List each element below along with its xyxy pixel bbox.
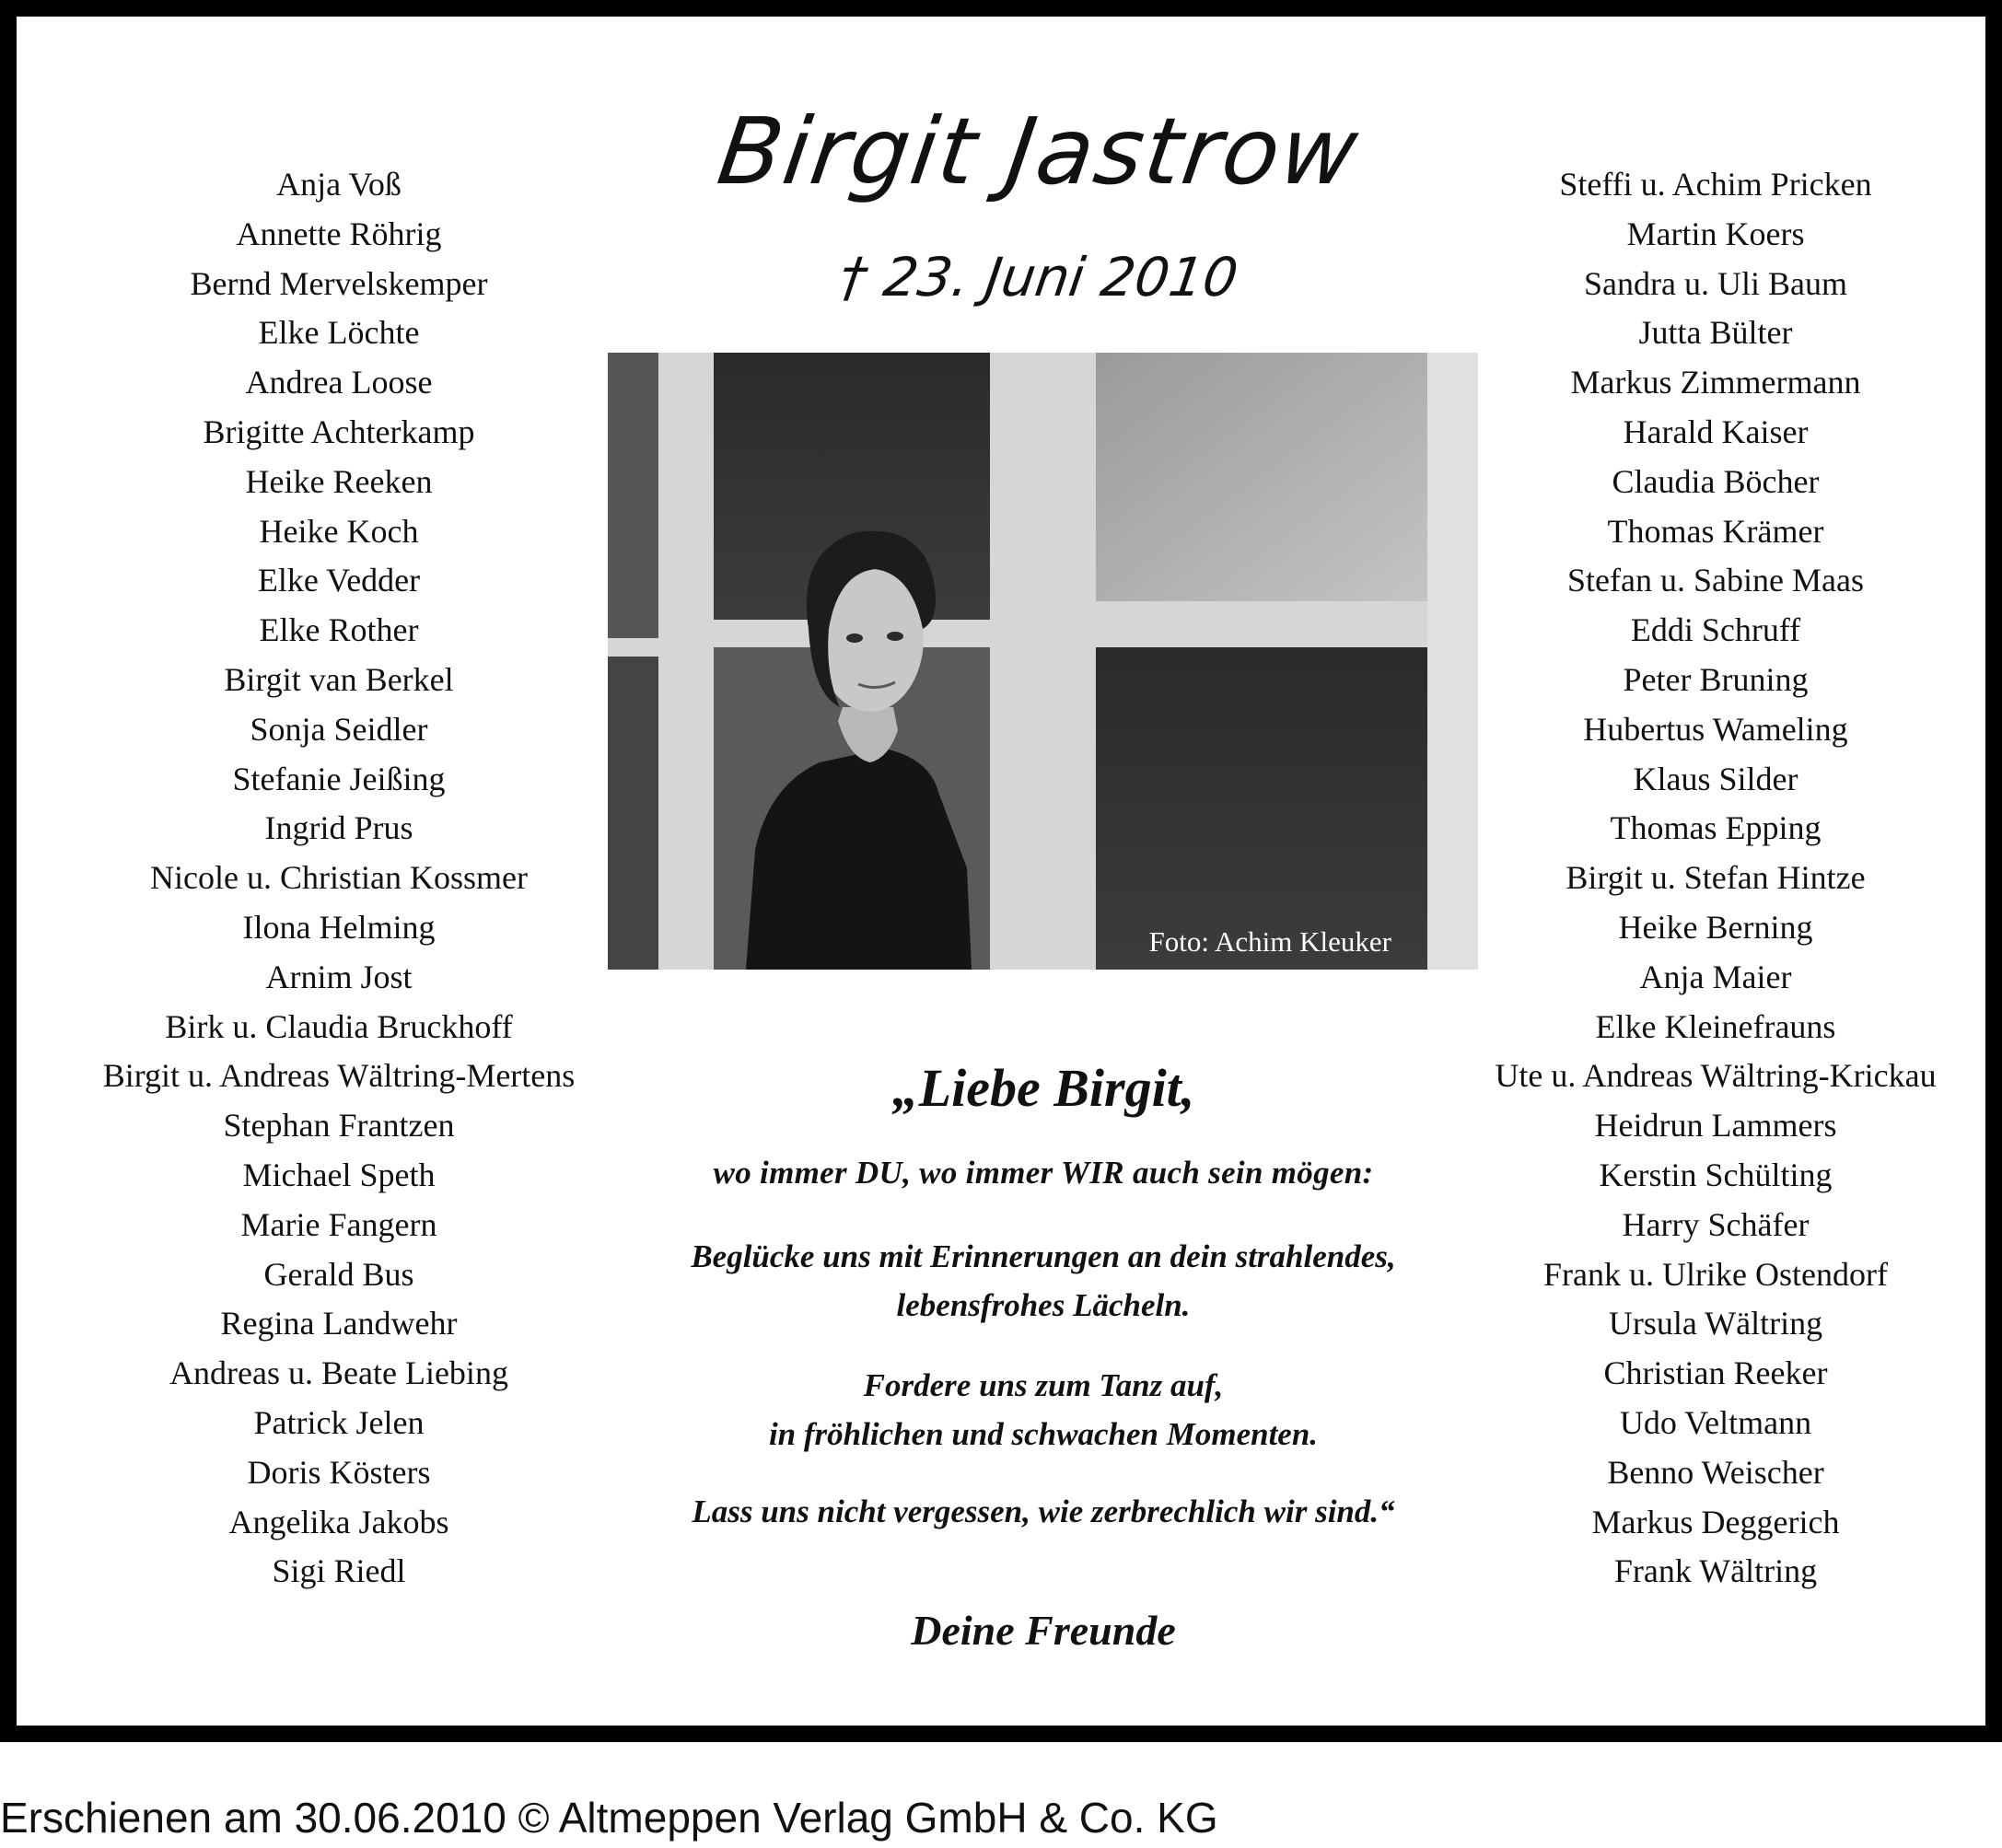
death-date: † 23. Juni 2010 bbox=[835, 246, 1242, 308]
mourner-name: Anja Maier bbox=[1639, 958, 1792, 995]
mourner-name: Andrea Loose bbox=[245, 364, 433, 401]
mourner-name: Anja Voß bbox=[276, 166, 402, 203]
portrait-image bbox=[608, 353, 1478, 970]
mourner-name: Michael Speth bbox=[242, 1156, 436, 1193]
mourner-name: Udo Veltmann bbox=[1619, 1403, 1812, 1441]
mourner-name: Harald Kaiser bbox=[1623, 413, 1809, 450]
poem-line-2b: lebensfrohes Lächeln. bbox=[896, 1287, 1191, 1323]
mourner-name: Elke Kleinefrauns bbox=[1595, 1007, 1836, 1045]
mourner-name: Birgit u. Andreas Wältring-Mertens bbox=[102, 1057, 576, 1095]
mourner-name: Klaus Silder bbox=[1633, 760, 1798, 797]
mourner-name: Annette Röhrig bbox=[236, 215, 442, 252]
mourner-name: Patrick Jelen bbox=[253, 1403, 425, 1441]
mourner-name: Ursula Wältring bbox=[1608, 1305, 1823, 1342]
poem-stanza-3 bbox=[597, 1361, 1490, 1459]
mourner-name: Hubertus Wameling bbox=[1583, 710, 1848, 748]
mourner-name: Claudia Böcher bbox=[1612, 462, 1820, 500]
portrait-photo bbox=[608, 353, 1478, 970]
poem-line-3b: in fröhlichen und schwachen Momenten. bbox=[768, 1416, 1319, 1452]
mourner-name: Christian Reeker bbox=[1603, 1354, 1828, 1392]
mourner-name: Birgit van Berkel bbox=[224, 660, 454, 698]
mourner-name: Birk u. Claudia Bruckhoff bbox=[165, 1007, 513, 1045]
mourner-name: Steffi u. Achim Pricken bbox=[1559, 166, 1872, 203]
poem-line-3a: Fordere uns zum Tanz auf, bbox=[863, 1367, 1224, 1403]
mourner-name: Elke Vedder bbox=[257, 562, 421, 599]
mourner-name: Markus Zimmermann bbox=[1570, 364, 1861, 401]
mourner-name: Regina Landwehr bbox=[220, 1305, 458, 1342]
mourner-name: Stefan u. Sabine Maas bbox=[1567, 562, 1864, 599]
mourner-name: Sandra u. Uli Baum bbox=[1584, 264, 1847, 302]
mourner-list-left bbox=[53, 160, 624, 1597]
mourner-name: Sigi Riedl bbox=[272, 1552, 406, 1590]
poem-line-1: wo immer DU, wo immer WIR auch sein mögen: bbox=[713, 1155, 1374, 1191]
mourner-name: Thomas Epping bbox=[1610, 809, 1822, 847]
mourner-name: Eddi Schruff bbox=[1630, 611, 1801, 649]
publication-footer: Erschienen am 30.06.2010 © Altmeppen Verlag GmbH & Co. KG bbox=[0, 1794, 1218, 1842]
mourner-name: Angelika Jakobs bbox=[228, 1503, 449, 1540]
mourner-name: Markus Deggerich bbox=[1591, 1503, 1840, 1540]
mourner-name: Sonja Seidler bbox=[250, 710, 428, 748]
mourner-name: Ute u. Andreas Wältring-Krickau bbox=[1495, 1057, 1937, 1095]
mourner-name: Ilona Helming bbox=[242, 908, 436, 946]
mourner-name: Bernd Mervelskemper bbox=[190, 264, 488, 302]
mourner-name: Stefanie Jeißing bbox=[232, 760, 446, 797]
mourner-name: Doris Kösters bbox=[247, 1453, 431, 1491]
poem-line-2a: Beglücke uns mit Erinnerungen an dein strahlendes, bbox=[691, 1238, 1396, 1274]
mourner-name: Heike Berning bbox=[1618, 908, 1813, 946]
mourner-list-right bbox=[1430, 160, 2001, 1597]
poem-line-4: Lass uns nicht vergessen, wie zerbrechlich wir sind.“ bbox=[692, 1494, 1395, 1529]
mourner-name: Brigitte Achterkamp bbox=[203, 413, 475, 450]
mourner-name: Benno Weischer bbox=[1607, 1453, 1824, 1491]
mourner-name: Martin Koers bbox=[1626, 215, 1805, 252]
mourner-name: Jutta Bülter bbox=[1638, 314, 1793, 352]
mourner-name: Stephan Frantzen bbox=[223, 1107, 455, 1145]
mourner-name: Marie Fangern bbox=[240, 1205, 437, 1243]
mourner-name: Elke Rother bbox=[259, 611, 419, 649]
mourner-name: Frank Wältring bbox=[1613, 1552, 1818, 1590]
mourner-name: Birgit u. Stefan Hintze bbox=[1566, 859, 1866, 897]
mourner-name: Andreas u. Beate Liebing bbox=[169, 1354, 508, 1392]
poem-salutation: „Liebe Birgit, bbox=[891, 1058, 1195, 1118]
poem-stanza-2 bbox=[597, 1232, 1490, 1330]
mourner-name: Peter Bruning bbox=[1623, 660, 1809, 698]
poem-signoff: Deine Freunde bbox=[911, 1607, 1176, 1654]
mourner-name: Heidrun Lammers bbox=[1594, 1107, 1837, 1145]
mourner-name: Frank u. Ulrike Ostendorf bbox=[1543, 1255, 1888, 1293]
mourner-name: Ingrid Prus bbox=[264, 809, 413, 847]
photo-credit: Foto: Achim Kleuker bbox=[1148, 925, 1391, 958]
mourner-name: Elke Löchte bbox=[258, 314, 420, 352]
mourner-name: Heike Koch bbox=[259, 512, 419, 550]
mourner-name: Harry Schäfer bbox=[1622, 1205, 1810, 1243]
mourner-name: Gerald Bus bbox=[263, 1255, 414, 1293]
mourner-name: Kerstin Schülting bbox=[1599, 1156, 1833, 1193]
mourner-name: Thomas Krämer bbox=[1607, 512, 1824, 550]
mourner-name: Arnim Jost bbox=[265, 958, 413, 995]
mourner-name: Nicole u. Christian Kossmer bbox=[150, 859, 528, 897]
deceased-name: Birgit Jastrow bbox=[711, 98, 1367, 205]
mourner-name: Heike Reeken bbox=[245, 462, 433, 500]
